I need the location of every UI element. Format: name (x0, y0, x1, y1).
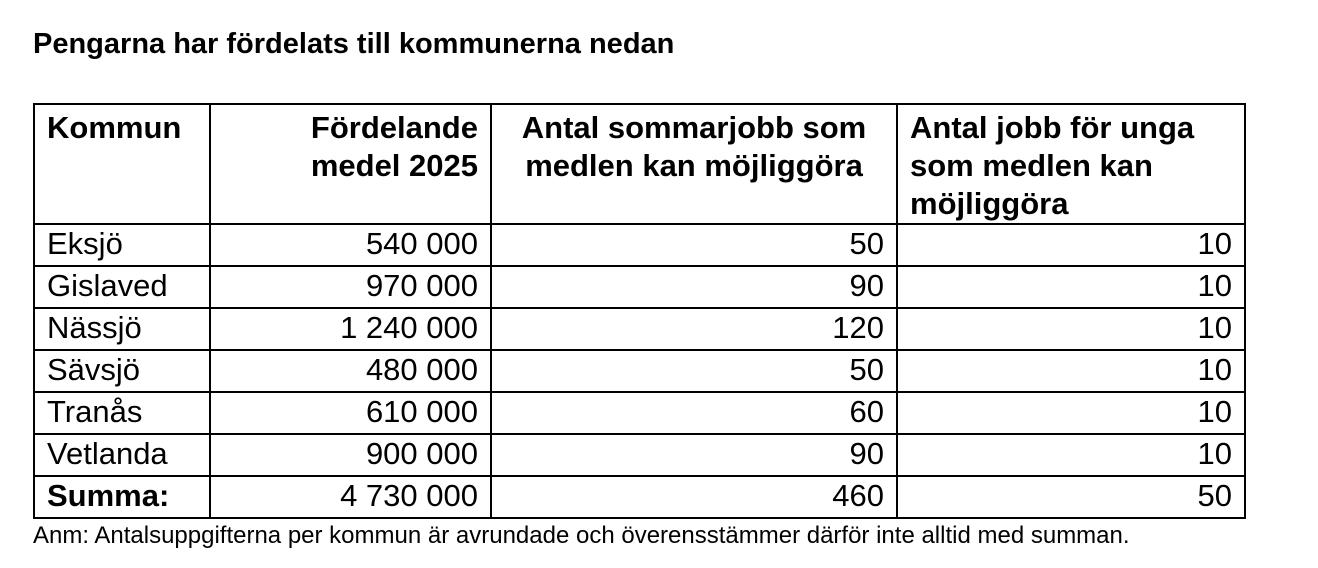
header-fordelande-medel: Fördelande medel 2025 (210, 104, 491, 224)
cell-kommun: Nässjö (34, 308, 210, 350)
cell-medel: 1 240 000 (210, 308, 491, 350)
header-antal-sommarjobb: Antal sommarjobb som medlen kan möjliggöra (491, 104, 897, 224)
table-row (34, 224, 1245, 266)
cell-sommarjobb: 120 (491, 308, 897, 350)
cell-kommun: Vetlanda (34, 434, 210, 476)
cell-jobb-unga: 10 (897, 266, 1245, 308)
cell-jobb-unga: 10 (897, 392, 1245, 434)
footnote: Anm: Antalsuppgifterna per kommun är avrundade och överensstämmer därför inte alltid med summan. (33, 522, 1130, 549)
cell-kommun: Gislaved (34, 266, 210, 308)
total-label: Summa: (34, 476, 210, 518)
table-row (34, 266, 1245, 308)
total-jobb-unga: 50 (897, 476, 1245, 518)
cell-sommarjobb: 90 (491, 266, 897, 308)
total-row (34, 476, 1245, 518)
table-row (34, 308, 1245, 350)
cell-medel: 480 000 (210, 350, 491, 392)
total-sommarjobb: 460 (491, 476, 897, 518)
header-kommun: Kommun (34, 104, 210, 224)
cell-sommarjobb: 50 (491, 224, 897, 266)
cell-medel: 610 000 (210, 392, 491, 434)
header-row (34, 104, 1245, 224)
total-medel: 4 730 000 (210, 476, 491, 518)
table-row (34, 434, 1245, 476)
cell-sommarjobb: 90 (491, 434, 897, 476)
table-row (34, 392, 1245, 434)
cell-medel: 900 000 (210, 434, 491, 476)
cell-medel: 540 000 (210, 224, 491, 266)
cell-sommarjobb: 60 (491, 392, 897, 434)
cell-medel: 970 000 (210, 266, 491, 308)
header-antal-jobb-unga: Antal jobb för unga som medlen kan möjliggöra (897, 104, 1245, 224)
allocation-table (33, 103, 1246, 519)
cell-kommun: Sävsjö (34, 350, 210, 392)
cell-jobb-unga: 10 (897, 308, 1245, 350)
cell-kommun: Tranås (34, 392, 210, 434)
table-row (34, 350, 1245, 392)
cell-jobb-unga: 10 (897, 350, 1245, 392)
cell-sommarjobb: 50 (491, 350, 897, 392)
cell-kommun: Eksjö (34, 224, 210, 266)
cell-jobb-unga: 10 (897, 224, 1245, 266)
cell-jobb-unga: 10 (897, 434, 1245, 476)
page-title: Pengarna har fördelats till kommunerna nedan (33, 28, 675, 60)
